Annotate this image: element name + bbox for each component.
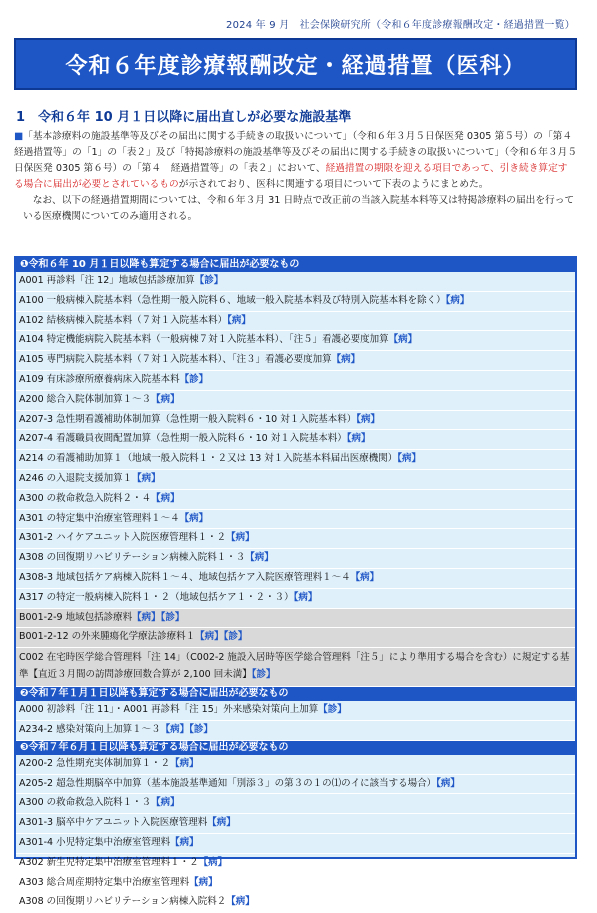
- table-row: [16, 609, 575, 629]
- row-tag: 【病】: [227, 314, 251, 326]
- row-text: A301-3 脳卒中ケアユニット入院医療管理料: [19, 817, 208, 829]
- row-tag: 【病】: [198, 856, 228, 868]
- intro-text: [14, 129, 582, 226]
- table-row: [16, 470, 575, 490]
- row-text: A109 有床診療所療養病床入院基本料: [19, 373, 180, 385]
- row-tag: 【病】【診】: [132, 611, 185, 623]
- table-row: [16, 755, 575, 775]
- transition-measures-table: [14, 256, 577, 908]
- table-row: [16, 814, 575, 834]
- row-text: A105 専門病院入院基本料（７対１入院基本料）、「注３」看護必要度加算: [19, 354, 332, 366]
- row-tag: 【病】: [151, 492, 180, 504]
- row-text: A300 の救命救急入院料１・３: [19, 797, 152, 809]
- table-row: [16, 510, 575, 530]
- table-row: [16, 874, 575, 894]
- row-text: A308-3 地域包括ケア病棟入院料１～４、地域包括ケア入院医療管理料１～４: [19, 571, 351, 583]
- row-text: A301 の特定集中治療室管理料１～４: [19, 512, 180, 524]
- row-text: C002 在宅時医学総合管理料「注 14」（C002-2 施設入居時等医学総合管理料「注５」により準用する場合を含む）に規定する基準【直近３月間の訪問診療回数合算が 2,100 回未満】: [19, 652, 570, 681]
- row-tag: 【病】: [132, 472, 161, 484]
- row-tag: 【診】: [194, 275, 224, 286]
- table-row: [16, 430, 575, 450]
- table-row: [16, 529, 575, 549]
- row-text: A246 の入退院支援加算１: [19, 472, 133, 484]
- row-tag: 【病】【診】: [195, 631, 248, 643]
- row-tag: 【病】: [388, 334, 418, 346]
- row-text: A104 特定機能病院入院基本料（一般病棟７対１入院基本料）、「注５」看護必要度加算: [19, 334, 389, 346]
- row-text: A303 総合周産期特定集中治療室管理料: [19, 876, 190, 888]
- row-tag: 【病】: [350, 571, 380, 583]
- row-text: A301-4 小児特定集中治療室管理料: [19, 836, 171, 848]
- table-row: [16, 589, 575, 609]
- intro-paragraph-2: なお、以下の経過措置期間については、令和６年３月 31 日時点で改正前の当該入院基本料等又は特掲診療料の届出を行っている医療機関についてのみ適用される。: [23, 195, 575, 223]
- table-row: [16, 490, 575, 510]
- table-row: [16, 450, 575, 470]
- row-text: B001-2-12 の外来腫瘍化学療法診療料１: [19, 631, 196, 643]
- table-row: [16, 721, 575, 741]
- table-row: [16, 775, 575, 795]
- table-row: [16, 331, 575, 351]
- table-row: [16, 794, 575, 814]
- table-row: [16, 854, 575, 874]
- group-heading: ❶令和６年 10 月１日以降も算定する場合に届出が必要なもの: [16, 258, 575, 272]
- row-text: A317 の特定一般病棟入院料１・２（地域包括ケア１・２・３）: [19, 591, 294, 603]
- row-text: A102 結核病棟入院基本料（７対１入院基本料）: [19, 314, 228, 326]
- row-tag: 【病】: [189, 876, 218, 888]
- row-tag: 【病】: [151, 393, 180, 405]
- table-row: [16, 272, 575, 292]
- row-text: A207-4 看護職員夜間配置加算（急性期一般入院料６・10 対１入院基本料）: [19, 433, 347, 445]
- intro-paragraph-1: [14, 129, 582, 193]
- row-tag: 【病】: [170, 757, 199, 769]
- row-text: A200 総合入院体制加算１～３: [19, 393, 152, 405]
- table-row: [16, 312, 575, 332]
- row-tag: 【病】: [436, 777, 460, 789]
- table-row: [16, 628, 575, 648]
- group-heading: ❷令和７年１月１日以降も算定する場合に届出が必要なもの: [16, 687, 575, 701]
- row-text: A000 初診料「注 11」・A001 再診料「注 15」外来感染対策向上加算: [19, 704, 319, 716]
- table-row: [16, 351, 575, 371]
- row-text: A200-2 急性期充実体制加算１・２: [19, 757, 171, 769]
- row-text: B001-2-9 地域包括診療料: [19, 611, 133, 623]
- bullet-icon: ■: [14, 131, 24, 142]
- row-tag: 【病】【診】: [160, 723, 213, 735]
- table-row: [16, 391, 575, 411]
- row-text: A001 再診料「注 12」地域包括診療加算: [19, 275, 195, 286]
- row-text: A207-3 急性期看護補助体制加算（急性期一般入院料６・10 対１入院基本料）: [19, 413, 357, 425]
- row-text: A302 新生児特定集中治療室管理料１・２: [19, 856, 199, 868]
- row-text: A308 の回復期リハビリテーション病棟入院料２: [19, 896, 227, 908]
- row-tag: 【病】: [207, 817, 236, 829]
- row-tag: 【病】: [170, 836, 199, 848]
- section-heading: 1 令和６年 10 月１日以降に届出直しが必要な施設基準: [16, 110, 352, 125]
- row-tag: 【診】: [251, 669, 276, 681]
- table-row: [16, 834, 575, 854]
- row-tag: 【診】: [179, 373, 209, 385]
- row-tag: 【病】: [331, 354, 361, 366]
- table-row: [16, 893, 575, 913]
- intro-text-a: 「基本診療料の施設基準等及びその届出に関する手続きの取扱いについて」（令和６年３月５日保医発 0305 第５号）の「第４ 経過措置等」の「1」の「表２」及び「特掲診療料の施設基準等及びその届出に関する手続きの取扱いについて」（令和６年３月５日保医発 0305 第６号）の「第４ 経過措置等」の「表２」において、: [14, 131, 582, 175]
- row-tag: 【病】: [226, 532, 255, 544]
- intro-text-b: が示されており、医科に関連する項目について下表のようにまとめた。: [178, 179, 489, 191]
- row-text: A234-2 感染対策向上加算１～３: [19, 723, 161, 735]
- row-text: A301-2 ハイケアユニット入院医療管理料１・２: [19, 532, 227, 544]
- row-tag: 【病】: [445, 294, 470, 306]
- row-tag: 【病】: [356, 413, 380, 425]
- table-row: [16, 569, 575, 589]
- row-tag: 【病】: [346, 433, 371, 445]
- row-tag: 【診】: [318, 704, 347, 716]
- row-text: A300 の救命救急入院料２・４: [19, 492, 152, 504]
- table-row: [16, 701, 575, 721]
- row-tag: 【病】: [245, 552, 274, 564]
- row-tag: 【病】: [293, 591, 318, 603]
- table-row: [16, 648, 575, 687]
- row-tag: 【病】: [397, 453, 422, 465]
- row-text: A214 の看護補助加算１（地域一般入院料１・２又は 13 対１入院基本料届出医療機関）: [19, 453, 398, 465]
- table-row: [16, 371, 575, 391]
- row-text: A205-2 超急性期脳卒中加算（基本施設基準通知「別添３」の第３の１の⑴のイに該当する場合）: [19, 777, 437, 789]
- table-row: [16, 292, 575, 312]
- page-title: 令和６年度診療報酬改定・経過措置（医科）: [14, 38, 577, 90]
- table-row: [16, 411, 575, 431]
- table-row: [16, 549, 575, 569]
- row-tag: 【病】: [179, 512, 209, 524]
- document-header: 2024 年 9 月 社会保険研究所（令和６年度診療報酬改定・経過措置一覧）: [226, 20, 575, 31]
- row-tag: 【病】: [151, 797, 180, 809]
- row-tag: 【病】: [226, 896, 255, 908]
- row-text: A100 一般病棟入院基本料（急性期一般入院料６、地域一般入院基本料及び特別入院基本料を除く）: [19, 294, 446, 306]
- group-heading: ❸令和７年６月１日以降も算定する場合に届出が必要なもの: [16, 741, 575, 755]
- row-text: A308 の回復期リハビリテーション病棟入院料１・３: [19, 552, 246, 564]
- intro-highlight: 経過措置の期限を迎える項目であって、引き続き算定する場合に届出が必要とされているもの: [14, 163, 568, 191]
